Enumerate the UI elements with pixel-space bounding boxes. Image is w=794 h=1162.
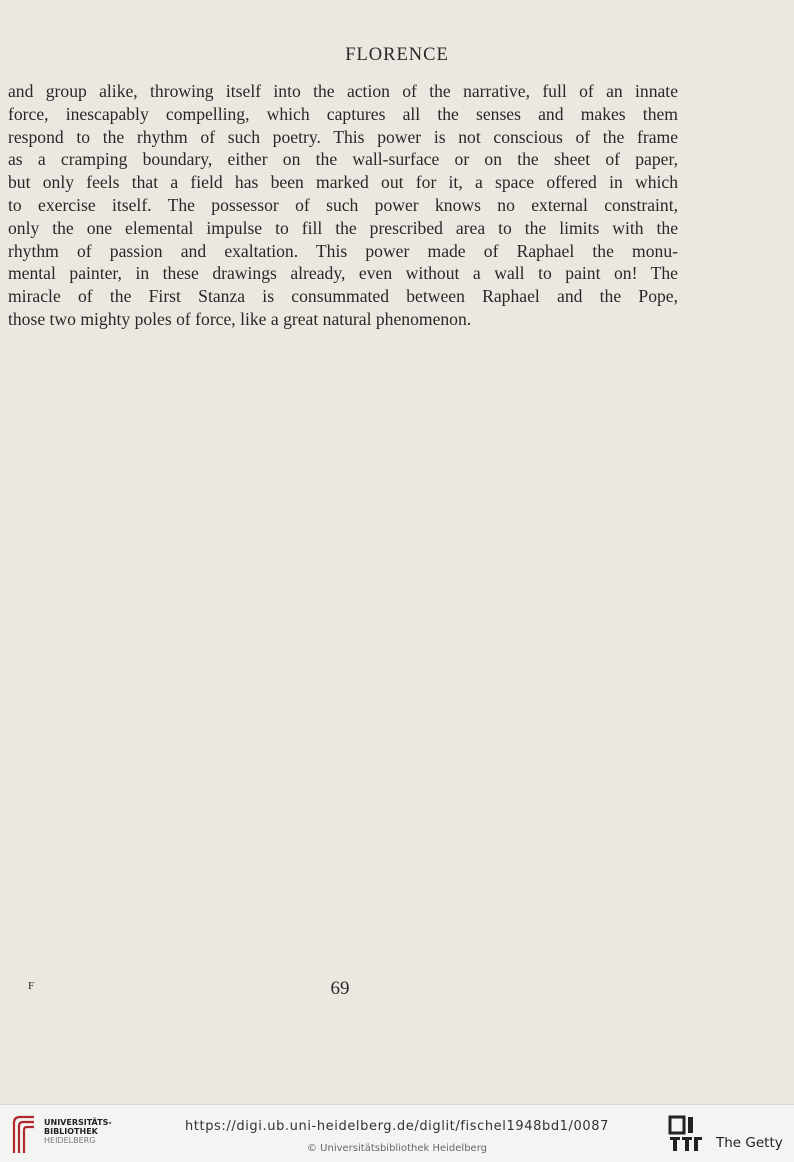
body-paragraph — [8, 80, 678, 331]
page-number: 69 — [330, 978, 350, 999]
text-line: force, inescapably compelling, which captures all the senses and makes them — [8, 103, 678, 124]
text-line: those two mighty poles of force, like a great natural phenomenon. — [8, 308, 472, 329]
text-line: rhythm of passion and exaltation. This power made of Raphael the monu- — [8, 240, 678, 261]
getty-name: The Getty — [716, 1135, 783, 1151]
text-line: mental painter, in these drawings already, even without a wall to paint on! The — [8, 263, 678, 284]
text-line: respond to the rhythm of such poetry. This power is not conscious of the frame — [8, 126, 678, 147]
text-line: to exercise itself. The possessor of such power knows no external constraint, — [8, 194, 678, 215]
text-line: miracle of the First Stanza is consummated between Raphael and the Pope, — [8, 286, 678, 307]
text-line: and group alike, throwing itself into the action of the narrative, full of an innate — [8, 81, 678, 101]
library-name-line: UNIVERSITÄTS- — [44, 1118, 112, 1127]
copyright-notice: © Universitätsbibliothek Heidelberg — [306, 1143, 487, 1154]
text-line: but only feels that a field has been marked out for it, a space offered in which — [8, 172, 678, 193]
running-head: FLORENCE — [345, 45, 449, 65]
viewer-footer — [0, 1104, 794, 1162]
library-name-line: BIBLIOTHEK — [44, 1127, 98, 1136]
library-name-line: HEIDELBERG — [44, 1136, 96, 1145]
text-line: as a cramping boundary, either on the wall-surface or on the sheet of paper, — [8, 149, 678, 170]
signature-mark: F — [28, 980, 35, 992]
getty-logo-icon — [668, 1115, 704, 1153]
text-line: only the one elemental impulse to fill the prescribed area to the limits with the — [8, 217, 678, 238]
permalink-url[interactable]: https://digi.ub.uni-heidelberg.de/diglit/fischel1948bd1/0087 — [184, 1119, 610, 1134]
